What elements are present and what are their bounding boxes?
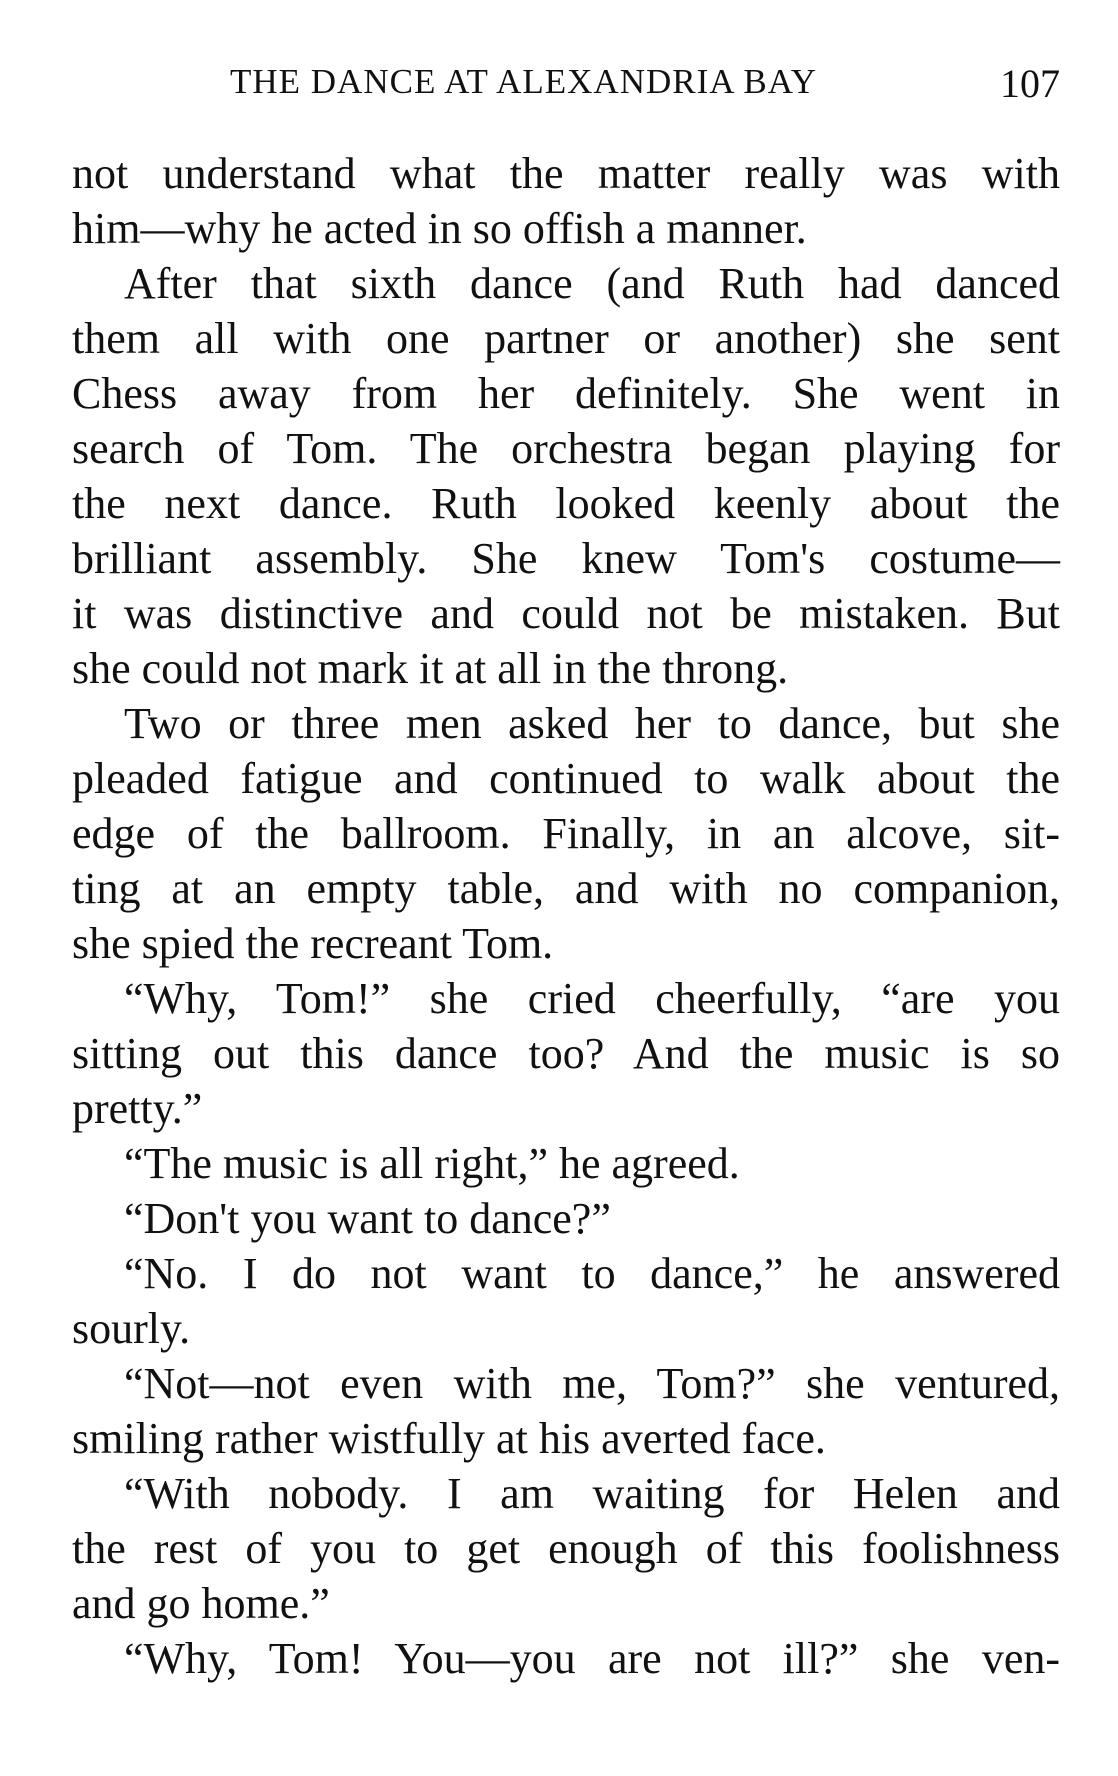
text-line: pretty.” xyxy=(72,1084,203,1133)
text-line: the rest of you to get enough of this foolishness xyxy=(72,1524,1060,1573)
text-line: it was distinctive and could not be mistaken. But xyxy=(72,589,1060,638)
text-line: not understand what the matter really was with xyxy=(72,149,1060,198)
text-line: smiling rather wistfully at his averted face. xyxy=(72,1414,826,1463)
text-line: sourly. xyxy=(72,1304,191,1353)
text-line: and go home.” xyxy=(72,1579,330,1628)
text-line: “No. I do not want to dance,” he answered xyxy=(124,1249,1060,1298)
running-title: THE DANCE AT ALEXANDRIA BAY xyxy=(230,62,818,101)
text-line: edge of the ballroom. Finally, in an alcove, sit- xyxy=(72,809,1060,858)
text-line: “Why, Tom!” she cried cheerfully, “are you xyxy=(124,974,1060,1023)
text-line: “Don't you want to dance?” xyxy=(124,1194,611,1243)
text-line: brilliant assembly. She knew Tom's costume— xyxy=(72,534,1060,583)
running-head xyxy=(70,62,1060,110)
text-line: After that sixth dance (and Ruth had danced xyxy=(124,259,1060,308)
text-line: she could not mark it at all in the throng. xyxy=(72,644,789,693)
text-line: Two or three men asked her to dance, but she xyxy=(124,699,1060,748)
page-number: 107 xyxy=(1000,61,1060,106)
text-line: pleaded fatigue and continued to walk about the xyxy=(72,754,1060,803)
text-line: “Why, Tom! You—you are not ill?” she ven- xyxy=(124,1634,1060,1683)
text-line: she spied the recreant Tom. xyxy=(72,919,554,968)
text-line: them all with one partner or another) she sent xyxy=(72,314,1060,363)
body-text xyxy=(72,146,1060,1686)
text-line: “With nobody. I am waiting for Helen and xyxy=(124,1469,1060,1518)
text-line: search of Tom. The orchestra began playing for xyxy=(72,424,1060,473)
text-line: “Not—not even with me, Tom?” she ventured, xyxy=(124,1359,1060,1408)
text-line: ting at an empty table, and with no companion, xyxy=(72,864,1060,913)
text-line: him—why he acted in so offish a manner. xyxy=(72,204,807,253)
text-line: “The music is all right,” he agreed. xyxy=(124,1139,740,1188)
text-line: Chess away from her definitely. She went in xyxy=(72,369,1060,418)
text-line: the next dance. Ruth looked keenly about the xyxy=(72,479,1060,528)
text-line: sitting out this dance too? And the music is so xyxy=(72,1029,1060,1078)
